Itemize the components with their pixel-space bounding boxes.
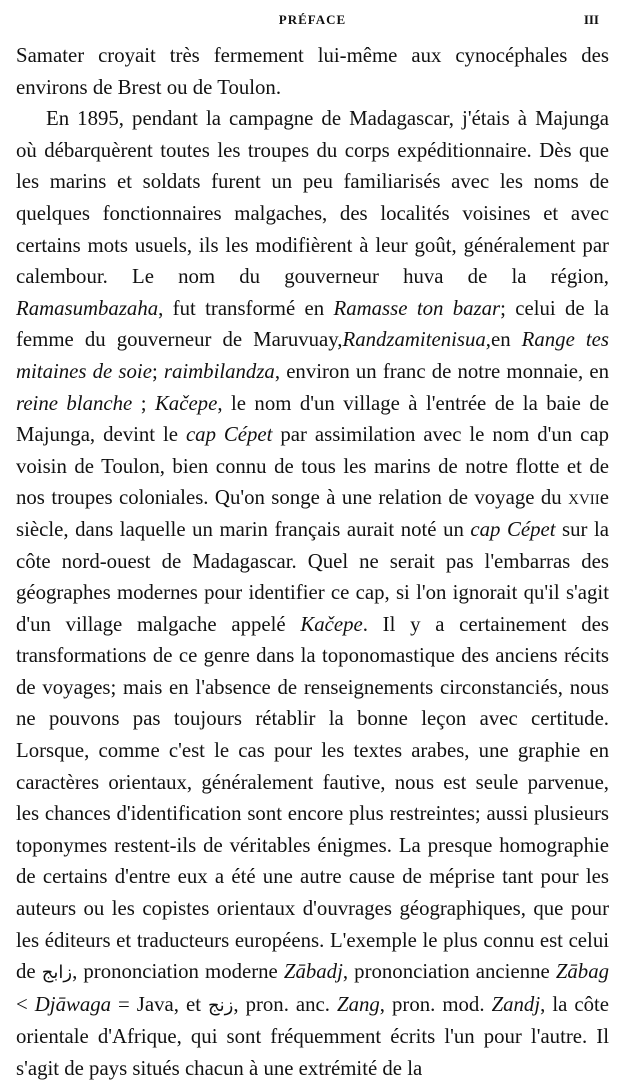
body-text <box>16 40 609 1085</box>
italic-term: Zang <box>337 992 380 1016</box>
text-run: ; celui de la femme du gouverneur de Maruvuay, <box>16 296 609 352</box>
italic-term: raimbilandza <box>163 359 275 383</box>
italic-term: cap Cépet <box>470 517 556 541</box>
arabic-word: زنج <box>208 994 234 1016</box>
text-run: , prononciation ancienne <box>342 960 556 984</box>
italic-term: Zābadj <box>283 960 343 984</box>
text-run: , environ un franc de notre monnaie, en <box>274 359 609 383</box>
text-run: , pron. mod. <box>379 992 492 1016</box>
italic-term: Djāwaga <box>34 992 112 1016</box>
paragraph-continuation: Samater croyait très fermement lui-même aux cynocéphales des environs de Brest ou de Toulon. <box>16 44 609 99</box>
arabic-word: زابج <box>41 962 73 984</box>
italic-term: Zābag <box>555 960 609 984</box>
text-run: ,en <box>485 328 522 352</box>
text-run: < <box>16 992 35 1016</box>
italic-term: Range tes mitaines de soie <box>16 328 609 383</box>
text-run: e siècle, dans laquelle un marin français aurait noté un <box>16 486 609 541</box>
paragraph-main <box>16 103 609 1084</box>
text-run: . Il y a certainement des transformations de ce genre dans la toponomastique des anciens récits de voyages; mais en l'absence de renseignements circonstanciés, nous ne pouvons pas toujours rétablir la bonne leçon avec certitude. Lorsque, comme c'est le cas pour les textes arabes, une graphie en caractères orientaux, généralement fautive, nous est seule parvenue, les chances d'identification sont encore plus restreintes; aussi plusieurs toponymes restent-ils de véritables énigmes. La presque homographie de certains d'entre eux a été une autre cause de méprise tant pour les auteurs ou les copistes orientaux d'ouvrages géographiques, que pour les éditeurs et traducteurs européens. L'exemple le plus connu est celui de <box>16 612 609 984</box>
text-run: sur la côte nord-ouest de Madagascar. Quel ne serait pas l'embarras des géographes modernes pour identifier ce cap, si l'on ignorait qu'il s'agit d'un village malgache appelé <box>16 517 609 636</box>
text-run: = Java, et <box>111 992 209 1016</box>
text-run: , fut transformé en <box>158 296 334 320</box>
page-number: III <box>583 12 599 27</box>
italic-term: reine blanche <box>16 391 133 415</box>
running-title: PRÉFACE <box>278 12 347 27</box>
italic-term: Randzamitenisua <box>342 328 486 352</box>
text-run: , pron. anc. <box>233 992 338 1016</box>
century-numeral: xvii <box>568 486 600 510</box>
italic-term: Kačepe <box>154 391 218 415</box>
italic-term: Ramasse ton bazar <box>333 296 501 320</box>
text-run: , prononciation moderne <box>72 960 284 984</box>
text-run: par assimilation avec le nom d'un cap voisin de Toulon, bien connu de tous les marins de notre flotte et de nos troupes coloniales. Qu'on songe à une relation de voyage du <box>16 423 609 510</box>
text-run: ; <box>132 391 155 415</box>
page-header <box>16 0 609 40</box>
italic-term: cap Cépet <box>185 423 273 447</box>
text-run: ; <box>151 359 164 383</box>
italic-term: Zandj <box>491 992 541 1016</box>
italic-term: Kačepe <box>300 612 363 636</box>
italic-term: Ramasumbazaha <box>16 296 159 320</box>
text-run: , la côte orientale d'Afrique, qui sont fréquemment écrits l'un pour l'autre. Il s'agit de pays situés chacun à une extrémité de la <box>16 992 610 1080</box>
text-run: , le nom d'un village à l'entrée de la baie de Majunga, devint le <box>16 391 609 447</box>
text-run: En 1895, pendant la campagne de Madagascar, j'étais à Majunga où débarquèrent toutes les troupes du corps expéditionnaire. Dès que les marins et soldats furent un peu familiarisés avec les noms de quelques fonctionnaires malgaches, des localités voisines et avec certains mots usuels, ils les modifièrent à leur goût, généralement par calembour. Le nom du gouverneur huva de la région, <box>16 107 609 289</box>
